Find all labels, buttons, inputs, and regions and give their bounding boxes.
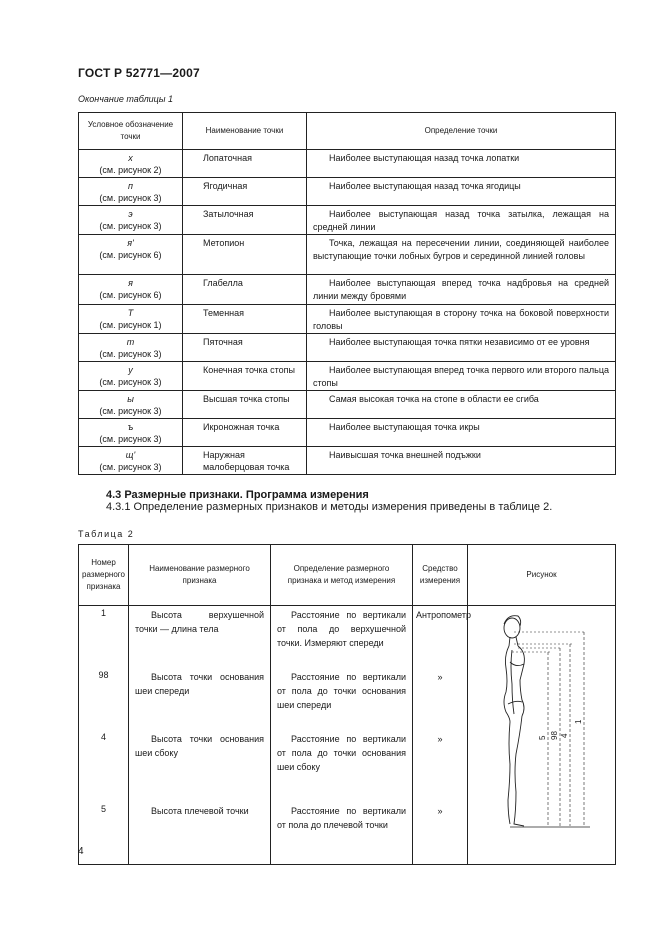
table1-header-name: Наименование точки bbox=[183, 113, 307, 150]
figure-label-4: 4 bbox=[560, 733, 569, 738]
point-symbol: ъ bbox=[127, 422, 134, 432]
section-heading: 4.3 Размерные признаки. Программа измерения bbox=[106, 489, 369, 501]
table-row bbox=[79, 334, 616, 362]
measure-number: 4 bbox=[100, 732, 106, 742]
figure-leg-back bbox=[508, 722, 510, 824]
table-row bbox=[79, 362, 616, 391]
point-definition: Наиболее выступающая вперед точка надбровья на средней линии между бровями bbox=[307, 275, 616, 305]
measure-name: Высота плечевой точки bbox=[151, 806, 249, 816]
point-symbol: ы bbox=[127, 394, 134, 404]
point-symbol: у bbox=[128, 365, 133, 375]
point-symbol: я' bbox=[127, 238, 134, 248]
point-ref: (см. рисунок 3) bbox=[99, 221, 162, 231]
figure-label-98: 98 bbox=[550, 731, 559, 740]
measure-tool: » bbox=[437, 806, 443, 816]
point-symbol: т bbox=[126, 337, 135, 347]
table-row bbox=[79, 391, 616, 419]
table1-header-symbol: Условное обозначение точки bbox=[79, 113, 183, 150]
measure-definition: Расстояние по вертикали от пола до верхушечной точки. Измеряют спереди bbox=[277, 610, 406, 648]
measure-number: 98 bbox=[98, 670, 109, 680]
point-ref: (см. рисунок 3) bbox=[99, 462, 162, 472]
figure-torso-back bbox=[504, 646, 510, 722]
measure-name: Высота точки основания шеи спереди bbox=[135, 672, 264, 696]
figure-head bbox=[504, 618, 520, 638]
point-ref: (см. рисунок 1) bbox=[99, 320, 162, 330]
point-definition: Наиболее выступающая точка икры bbox=[307, 419, 616, 447]
table-row bbox=[79, 235, 616, 275]
section-text: 4.3.1 Определение размерных признаков и методы измерения приведены в таблице 2. bbox=[106, 501, 553, 513]
point-name: Ягодичная bbox=[183, 178, 307, 206]
point-definition: Наивысшая точка внешней подъжки bbox=[307, 447, 616, 475]
point-definition: Наиболее выступающая назад точка ягодицы bbox=[307, 178, 616, 206]
figure-label-5: 5 bbox=[538, 735, 547, 740]
point-definition: Точка, лежащая на пересечении линии, соединяющей наиболее выступающие точки лобных бугров и серединной линией головы bbox=[307, 235, 616, 275]
point-name: Затылочная bbox=[183, 206, 307, 235]
point-name: Глабелла bbox=[183, 275, 307, 305]
table2-header-row bbox=[79, 545, 616, 606]
table1-caption: Окончание таблицы 1 bbox=[78, 94, 173, 104]
table-row bbox=[79, 419, 616, 447]
point-symbol: п bbox=[128, 181, 133, 191]
table2-header-figure: Рисунок bbox=[468, 545, 616, 606]
table-row bbox=[79, 178, 616, 206]
point-symbol: я bbox=[128, 278, 133, 288]
measure-name: Высота точки основания шеи сбоку bbox=[135, 734, 264, 758]
point-symbol: э bbox=[128, 209, 133, 219]
point-definition: Наиболее выступающая назад точка затылка, лежащая на средней линии bbox=[307, 206, 616, 235]
table1-header-definition: Определение точки bbox=[307, 113, 616, 150]
point-definition: Наиболее выступающая вперед точка первого или второго пальца стопы bbox=[307, 362, 616, 391]
point-definition: Наиболее выступающая назад точка лопатки bbox=[307, 150, 616, 178]
point-name: Теменная bbox=[183, 305, 307, 334]
point-ref: (см. рисунок 6) bbox=[99, 290, 162, 300]
point-ref: (см. рисунок 3) bbox=[99, 434, 162, 444]
table2-header-tool: Средство измерения bbox=[413, 545, 468, 606]
measure-number: 1 bbox=[100, 608, 106, 618]
table1 bbox=[78, 112, 616, 475]
table-row bbox=[79, 275, 616, 305]
point-definition: Самая высокая точка на стопе в области ее сгиба bbox=[307, 391, 616, 419]
figure-label-1: 1 bbox=[574, 719, 583, 724]
point-name: Пяточная bbox=[183, 334, 307, 362]
measure-tool: » bbox=[437, 672, 443, 682]
point-ref: (см. рисунок 3) bbox=[99, 377, 162, 387]
figure-neck bbox=[509, 637, 518, 646]
measure-name: Высота верхушечной точки — длина тела bbox=[135, 610, 264, 634]
measure-number: 5 bbox=[100, 804, 106, 814]
body-measurement-figure bbox=[470, 604, 614, 836]
point-name: Высшая точка стопы bbox=[183, 391, 307, 419]
table2-header-definition: Определение размерного признака и метод измерения bbox=[271, 545, 413, 606]
table2-caption: Таблица 2 bbox=[78, 529, 135, 539]
measure-tool: Антропометр bbox=[416, 610, 472, 620]
point-ref: (см. рисунок 3) bbox=[99, 193, 162, 203]
point-ref: (см. рисунок 3) bbox=[99, 406, 162, 416]
measure-definition: Расстояние по вертикали от пола до плечевой точки bbox=[277, 806, 406, 830]
point-name: Лопаточная bbox=[183, 150, 307, 178]
table2-header-name: Наименование размерного признака bbox=[129, 545, 271, 606]
table1-header-row bbox=[79, 113, 616, 150]
table-row bbox=[79, 447, 616, 475]
document-header: ГОСТ Р 52771—2007 bbox=[78, 66, 200, 80]
point-name: Конечная точка стопы bbox=[183, 362, 307, 391]
table2-header-number: Номер размерного признака bbox=[79, 545, 129, 606]
point-symbol: щ' bbox=[125, 450, 136, 460]
point-name: Метопион bbox=[183, 235, 307, 275]
point-definition: Наиболее выступающая в сторону точка на боковой поверхности головы bbox=[307, 305, 616, 334]
figure-leg-front bbox=[514, 716, 524, 826]
measure-definition: Расстояние по вертикали от пола до точки основания шеи спереди bbox=[277, 672, 406, 710]
figure-arm bbox=[511, 650, 514, 714]
point-ref: (см. рисунок 3) bbox=[99, 349, 162, 359]
figure-torso-front bbox=[518, 646, 524, 716]
point-symbol: х bbox=[128, 153, 133, 163]
point-name: Наружная малоберцовая точка bbox=[183, 447, 307, 475]
point-name: Икроножная точка bbox=[183, 419, 307, 447]
point-ref: (см. рисунок 6) bbox=[99, 250, 162, 260]
table-row bbox=[79, 305, 616, 334]
table-row bbox=[79, 206, 616, 235]
page-number: 4 bbox=[78, 846, 84, 857]
measure-tool: » bbox=[437, 734, 443, 744]
point-symbol: Т bbox=[127, 308, 134, 318]
point-definition: Наиболее выступающая точка пятки независимо от ее уровня bbox=[307, 334, 616, 362]
point-ref: (см. рисунок 2) bbox=[99, 165, 162, 175]
table-row bbox=[79, 150, 616, 178]
measure-definition: Расстояние по вертикали от пола до точки основания шеи сбоку bbox=[277, 734, 406, 772]
